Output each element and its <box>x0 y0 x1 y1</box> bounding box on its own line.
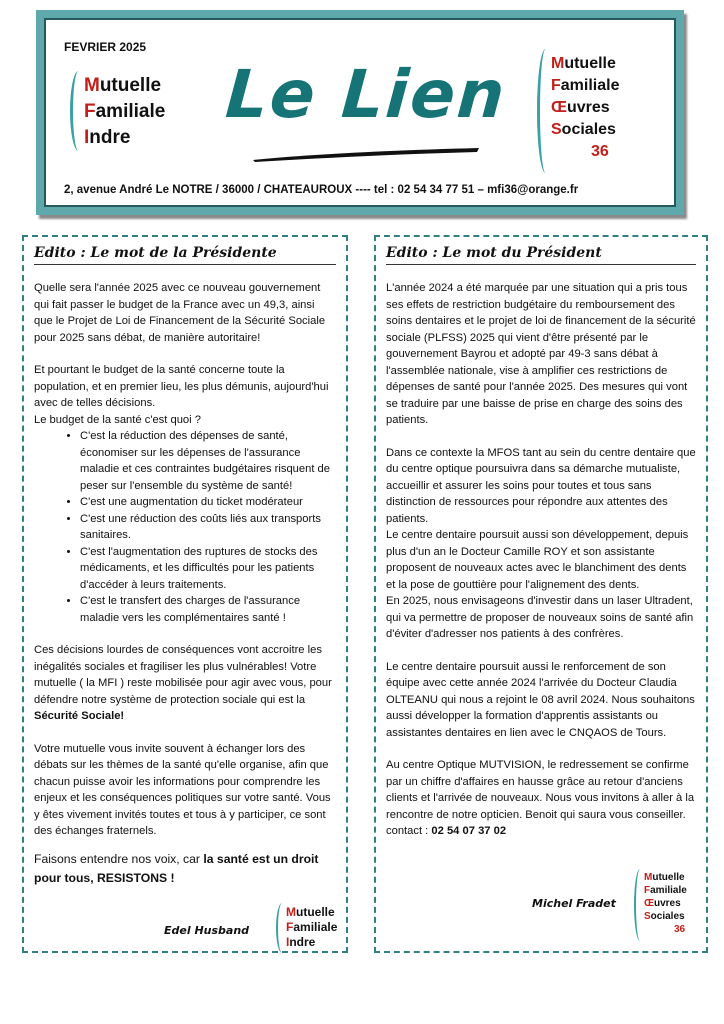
list-item: • C'est une réduction des coûts liés aux transports sanitaires. <box>80 511 336 544</box>
list-item: • C'est la réduction des dépenses de santé, économiser sur les dépenses de l'assurance maladie et ces contraintes budgétaires risquent de peser sur l'ensemble du système de santé! <box>80 428 336 494</box>
closing-statement: Faisons entendre nos voix, car la santé est un droit pour tous, RESISTONS ! <box>34 851 319 885</box>
paragraph: Votre mutuelle vous invite souvent à échanger lors des débats sur les thèmes de la santé qu'elle organise, afin que chacun puisse avoir les informations pour comprendre les enjeux et les conséquences politiques sur votre santé. Vous y êtes vivement invités toutes et tous à y participer, ce sont des échanges fraternels. <box>34 742 331 837</box>
paragraph: En 2025, nous envisageons d'investir dans un laser Ultradent, qui va permettre de proposer de nouveaux soins de santé afin d'éviter d'adresser nos patients à des confrères. <box>386 595 694 640</box>
paragraph: Ces décisions lourdes de conséquences vont accroitre les inégalités sociales et fragiliser les plus vulnérables! Votre mutuelle ( la MFI ) reste mobilisée pour agir avec vous, pour défendre notre système de protection sociale qui est la Sécurité Sociale! <box>34 644 332 722</box>
paragraph: Le budget de la santé c'est quoi ? <box>34 413 201 426</box>
section-heading: Edito : Le mot de la Présidente <box>34 245 336 265</box>
logo-arc <box>634 869 646 941</box>
list-item: • C'est le transfert des charges de l'assurance maladie vers les complémentaires santé ! <box>80 593 336 626</box>
logo-arc <box>276 903 288 953</box>
paragraph: Quelle sera l'année 2025 avec ce nouveau gouvernement qui fait passer le budget de la France avec un 49,3, ainsi que le Projet de Loi de Financement de la Sécurité Sociale pour 2025 sans débat, de manière autoritaire! <box>34 282 326 344</box>
issue-date: FEVRIER 2025 <box>64 40 147 54</box>
title-underline-swoosh <box>251 146 481 162</box>
mfi-logo: Mutuelle Familiale Indre <box>84 73 165 151</box>
logo-arc <box>537 49 554 173</box>
mfos-logo-small: Mutuelle Familiale Œuvres Sociales 36 <box>644 871 687 936</box>
signature: Michel Fradet <box>532 897 616 910</box>
list-item: • C'est une augmentation du ticket modérateur <box>80 494 336 511</box>
bullet-list <box>34 428 336 626</box>
contact-line: contact : 02 54 07 37 02 <box>386 825 507 837</box>
paragraph: Au centre Optique MUTVISION, le redressement se confirme par un chiffre d'affaires en hausse grâce au retour d'anciens clients et l'arrivée de nouveaux. Nous vous invitons à aller à la rencontre de notre opticien. Benoit qui saura vous conseiller. <box>386 759 695 821</box>
masthead <box>44 18 676 207</box>
mfos-logo: Mutuelle Familiale Œuvres Sociales 36 <box>551 53 619 163</box>
edito-presidente <box>22 235 348 953</box>
masthead-frame <box>36 10 684 215</box>
logo-arc <box>70 71 87 151</box>
paragraph: L'année 2024 a été marquée par une situation qui a pris tous ses effets de restriction budgétaire du remboursement des soins dentaires et le projet de loi de financement de la sécurité sociale (PLFSS) 2025 qui vient d'être présenté par le gouvernement Bayrou et adopté par 49-3 sans débat à l'assemblée nationale, vise à amplifier ces restrictions de dépenses de santé pour l'année 2025. Des mesures qui vont se traduire par une baisse de prise en charge des soins des patients. <box>386 282 696 426</box>
paragraph: Dans ce contexte la MFOS tant au sein du centre dentaire que du centre optique poursuivra dans sa démarche mutualiste, accueillir et assurer les soins pour toutes et tous sans distinction de ressources pour répondre aux attentes des patients. <box>386 446 696 525</box>
contact-address: 2, avenue André Le NOTRE / 36000 / CHATEAUROUX ---- tel : 02 54 34 77 51 – mfi36@orange.fr <box>64 184 579 196</box>
signature: Edel Husband <box>164 924 250 937</box>
paragraph: Le centre dentaire poursuit aussi son développement, depuis plus d'un an le Docteur Camille ROY et son assistante proposent de nouveaux actes avec le blanchiment des dents et la pose de gouttière pour l'alignement des dents. <box>386 529 689 591</box>
edito-president <box>374 235 708 953</box>
paragraph: Et pourtant le budget de la santé concerne toute la population, et en premier lieu, les plus démunis, aujourd'hui avec de telles décisions. <box>34 364 329 409</box>
newsletter-title: Le Lien <box>223 56 509 133</box>
mfi-logo-small: Mutuelle Familiale Indre <box>286 905 337 950</box>
paragraph: Le centre dentaire poursuit aussi le renforcement de son équipe avec cette année 2024 l'arrivée du Docteur Claudia OLTEANU qui nous a rejoint le 08 avril 2024. Nous souhaitons aussi développer la formation d'apprentis assistants ou assistantes dentaires en lien avec le CNQAOS de Tours. <box>386 660 695 739</box>
list-item: • C'est l'augmentation des ruptures de stocks des médicaments, et les difficultés pour les patients d'accéder à leurs traitements. <box>80 544 336 594</box>
section-heading: Edito : Le mot du Président <box>386 245 696 265</box>
